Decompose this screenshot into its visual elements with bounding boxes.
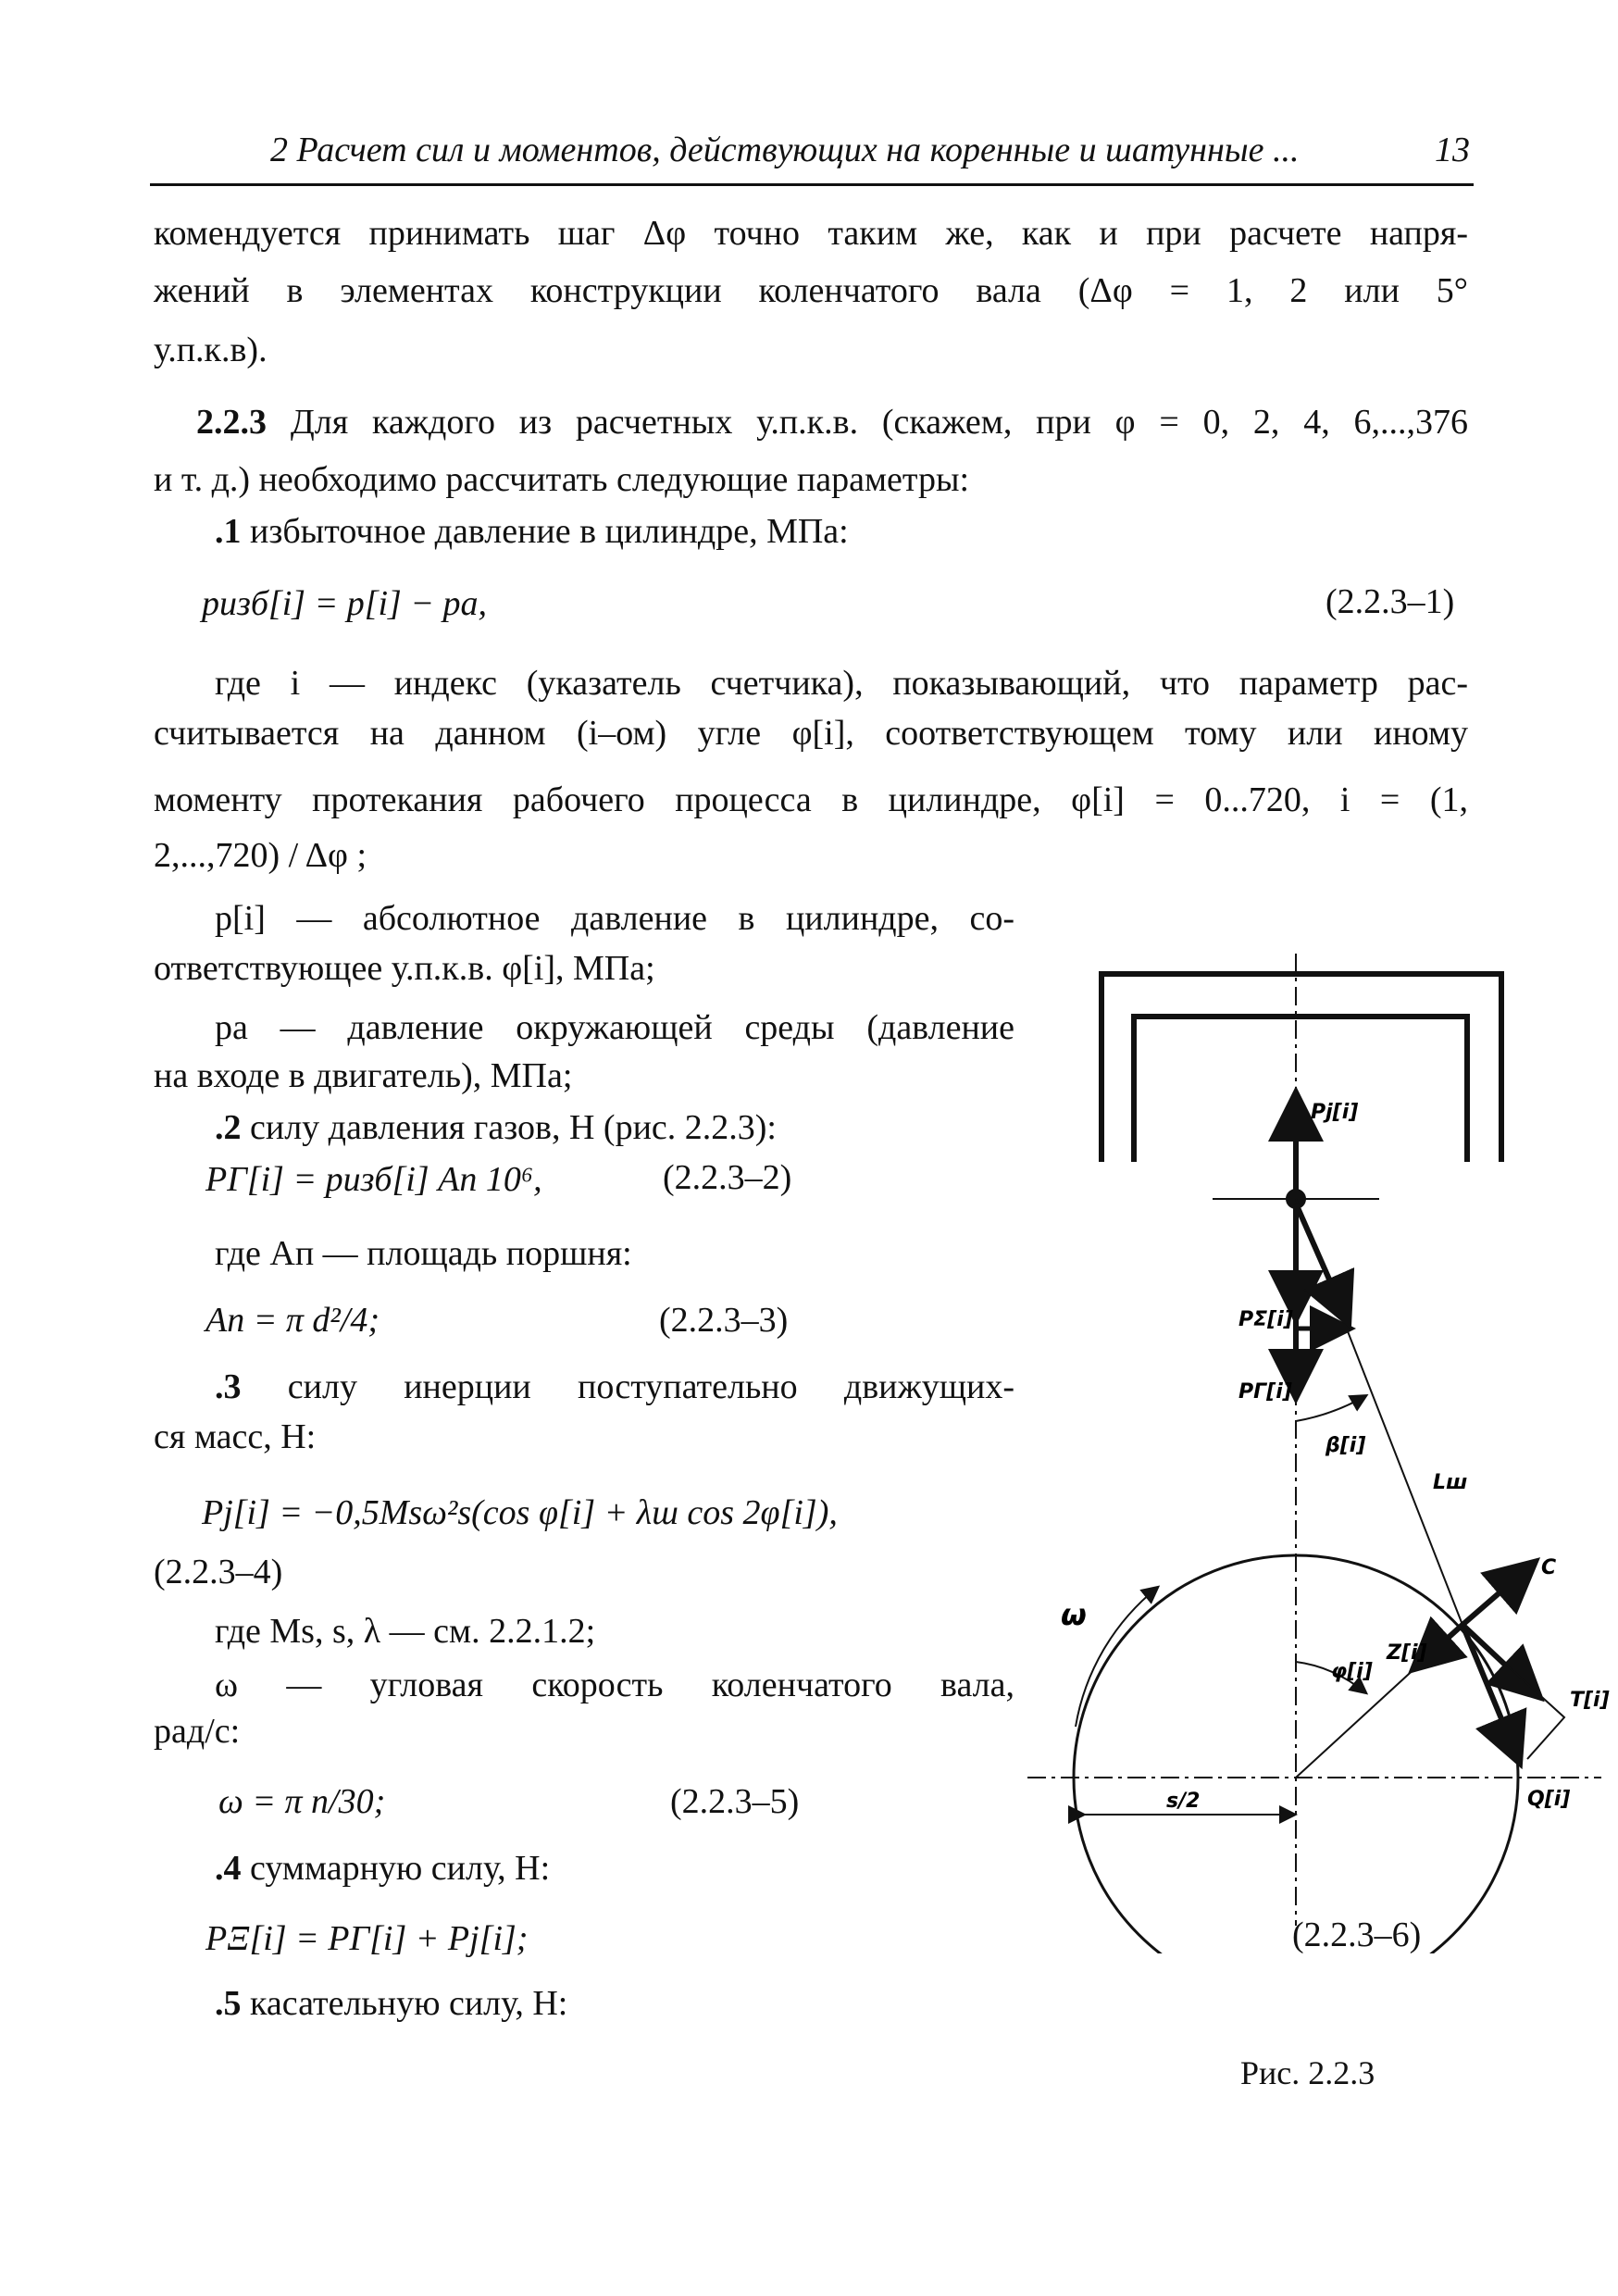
item-5 [215,1981,567,2026]
item-1 [215,509,849,554]
formula-2-2-3-5: ω = π n/30; [218,1782,386,1821]
item-number: .2 [215,1108,242,1147]
label-pj: Pj[i] [1311,1101,1359,1124]
text-line: ся масс, Н: [154,1417,317,1456]
label-lsh: Lш [1433,1471,1468,1494]
text-line: где i — индекс (указатель счетчика), показывающий, что параметр рас- [215,664,1468,703]
formula-2-2-3-1: pизб[i] = p[i] − pa, [202,584,487,623]
text-line: где Ms, s, λ — см. 2.2.1.2; [215,1612,596,1651]
section-2-2-3 [196,400,1468,444]
label-z: Z[i] [1387,1641,1427,1665]
item-text: силу инерции поступательно движущих- [287,1367,1015,1406]
text-line: и т. д.) необходимо рассчитать следующие параметры: [154,460,970,499]
text-line: на входе в двигатель), МПа; [154,1056,573,1095]
text-line: жений в элементах конструкции коленчатого вала (Δφ = 1, 2 или 5° [154,271,1468,310]
item-number: .3 [215,1367,242,1406]
item-3 [215,1365,1014,1409]
text-line: моменту протекания рабочего процесса в цилиндре, φ[i] = 0...720, i = (1, [154,780,1468,819]
formula-2-2-3-2: PГ[i] = pизб[i] An 10⁶, [205,1160,542,1199]
running-header [150,128,1474,186]
text-line: где Aп — площадь поршня: [215,1234,632,1273]
omega-arrow [1076,1588,1157,1727]
item-number: .5 [215,1984,242,2023]
equation-number: (2.2.3–1) [1326,582,1455,621]
equation-number: (2.2.3–4) [154,1553,283,1591]
figure-caption: Рис. 2.2.3 [1240,2054,1375,2091]
text-line: рад/с: [154,1712,241,1751]
item-text: избыточное давление в цилиндре, МПа: [250,512,849,551]
text-line: считывается на данном (i–ом) угле φ[i], соответствующем тому или иному [154,714,1468,753]
page-number: 13 [1435,131,1470,169]
formula-2-2-3-6: PΞ[i] = PГ[i] + Pj[i]; [205,1919,529,1958]
item-text: суммарную силу, Н: [250,1849,551,1888]
label-pg: PГ[i] [1238,1380,1292,1404]
label-phi: φ[i] [1331,1660,1373,1683]
item-number: .4 [215,1849,242,1888]
cylinder-walls [1101,974,1501,1162]
text-line: комендуется принимать шаг Δφ точно таким же, как и при расчете напря- [154,214,1468,253]
beta-arc [1296,1396,1365,1421]
c-arrow [1462,1565,1532,1625]
label-psum: PΣ[i] [1238,1308,1293,1331]
formula-2-2-3-4: Pj[i] = −0,5Msω²s(cos φ[i] + λш cos 2φ[i]), [202,1493,838,1532]
label-q: Q[i] [1527,1788,1571,1811]
label-t: T[i] [1570,1689,1610,1712]
header-title: 2 Расчет сил и моментов, действующих на коренные и шатунные ... [270,131,1300,169]
item-text: силу давления газов, Н (рис. 2.2.3): [250,1108,777,1147]
text-line: у.п.к.в). [154,331,268,369]
label-s2: s/2 [1166,1790,1201,1813]
item-text: касательную силу, Н: [250,1984,568,2023]
text-line: ω — угловая скорость коленчатого вала, [215,1666,1014,1704]
text-line: p[i] — абсолютное давление в цилиндре, со- [215,899,1014,938]
crank-mechanism-figure [1018,935,1611,1953]
formula-2-2-3-3: Aп = π d²/4; [205,1301,380,1340]
equation-number: (2.2.3–2) [663,1158,792,1197]
equation-number: (2.2.3–6) [1292,1915,1422,1954]
label-beta: β[i] [1326,1434,1366,1457]
text-line: 2,...,720) / Δφ ; [154,836,367,875]
text-line: pa — давление окружающей среды (давление [215,1008,1014,1047]
rod-force-arrow [1296,1204,1347,1319]
label-c: C [1541,1556,1557,1579]
item-4 [215,1846,550,1890]
item-number: .1 [215,512,242,551]
text-line: ответствующее у.п.к.в. φ[i], МПа; [154,949,655,988]
q-arrow [1462,1625,1518,1759]
section-number: 2.2.3 [196,403,267,442]
label-omega: ω [1061,1597,1087,1632]
equation-number: (2.2.3–3) [659,1301,789,1340]
equation-number: (2.2.3–5) [670,1782,800,1821]
section-text: Для каждого из расчетных у.п.к.в. (скажем, при φ = 0, 2, 4, 6,...,376 [290,403,1469,442]
item-2 [215,1105,777,1150]
